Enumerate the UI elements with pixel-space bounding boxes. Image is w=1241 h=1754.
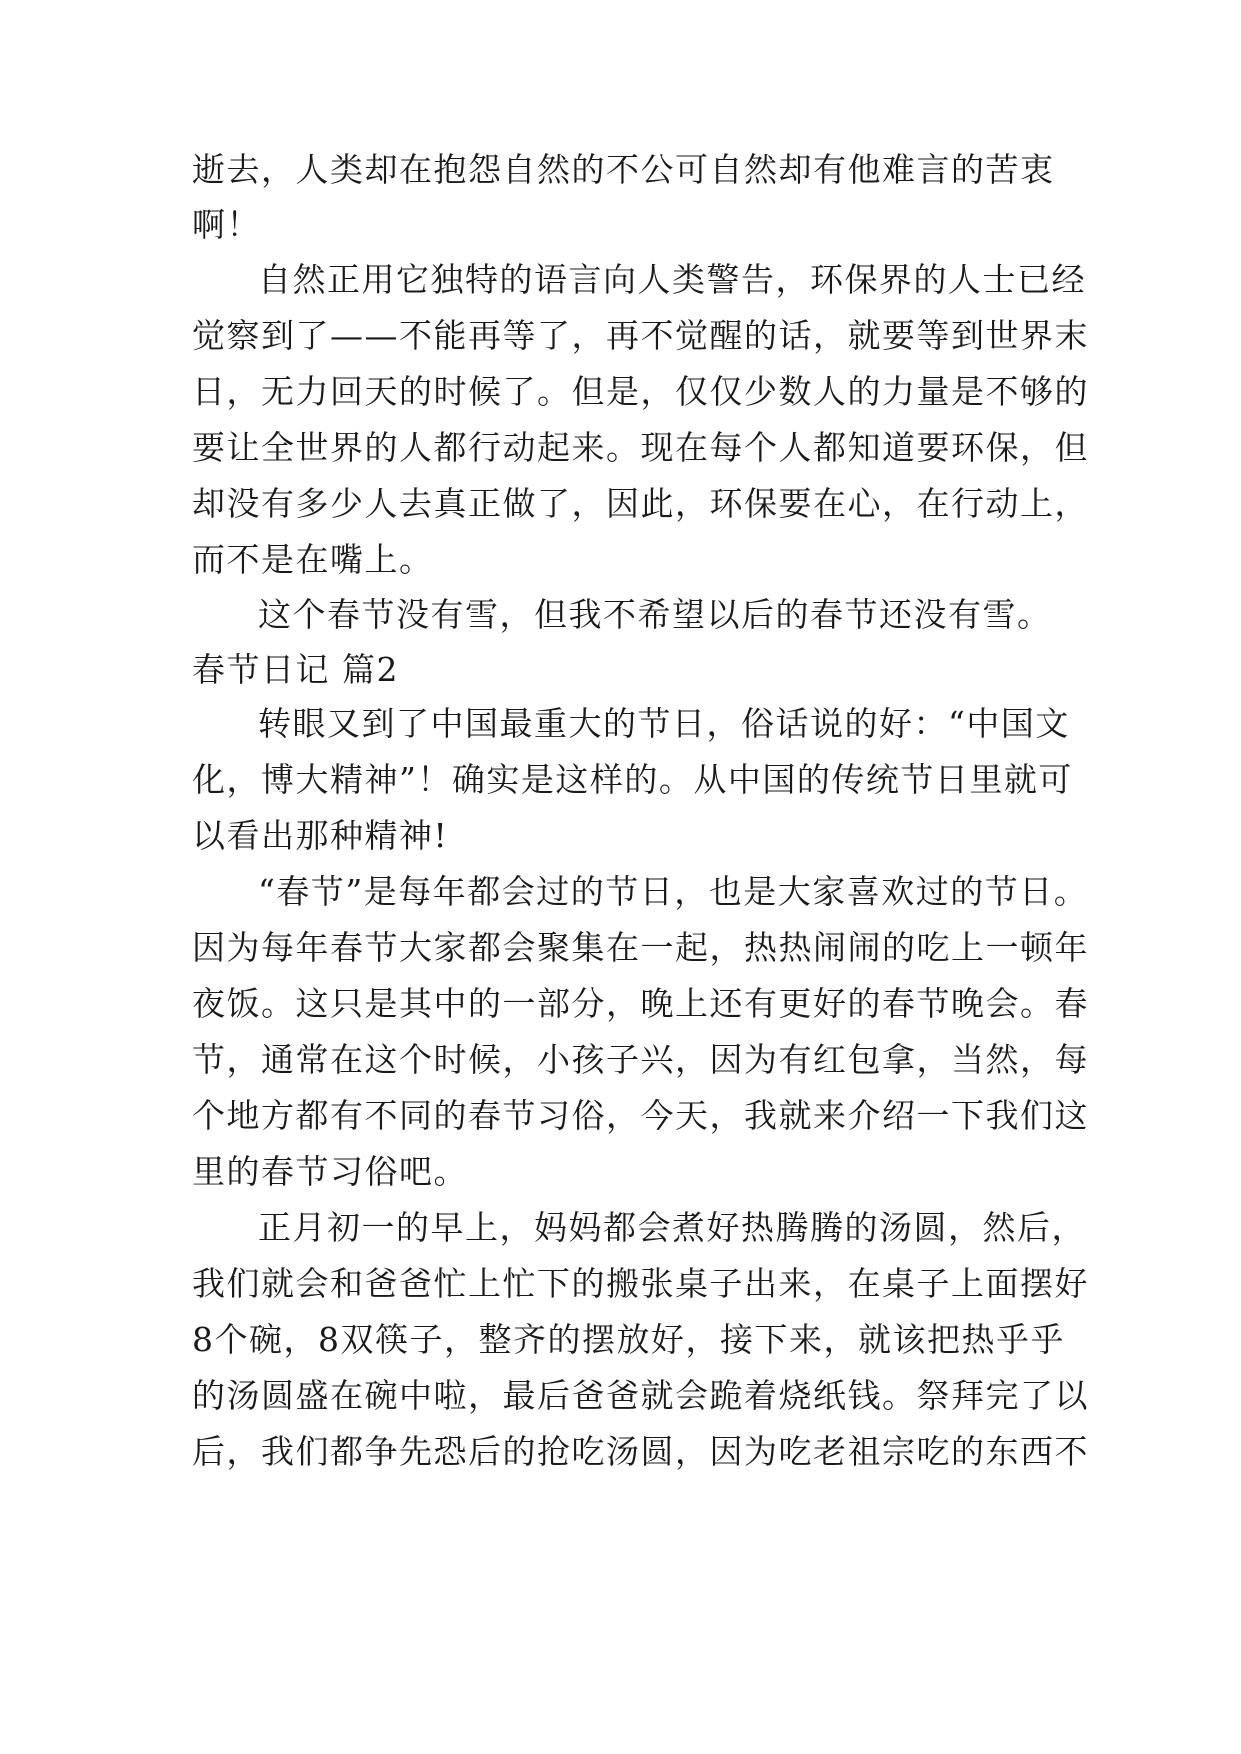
text-line: 啊！ [192,205,261,244]
text-line: 觉察到了——不能再等了，再不觉醒的话，就要等到世界末 [192,316,1089,355]
paragraph-start: 正月初一的早上，妈妈都会煮好热腾腾的汤圆，然后， [258,1208,1086,1247]
text-line: 逝去，人类却在抱怨自然的不公可自然却有他难言的苦衷 [192,150,1055,189]
text-line: 个地方都有不同的春节习俗，今天，我就来介绍一下我们这 [192,1096,1089,1135]
text-line: 日，无力回天的时候了。但是，仅仅少数人的力量是不够的 [192,372,1089,411]
text-line: 的汤圆盛在碗中啦，最后爸爸就会跪着烧纸钱。祭拜完了以 [192,1376,1089,1415]
text-line: 却没有多少人去真正做了，因此，环保要在心，在行动上， [192,484,1089,523]
text-line: 我们就会和爸爸忙上忙下的搬张桌子出来，在桌子上面摆好 [192,1264,1089,1303]
text-line: 化，博大精神”！确实是这样的。从中国的传统节日里就可 [192,760,1073,799]
paragraph-start: “春节”是每年都会过的节日，也是大家喜欢过的节日。 [258,872,1089,911]
paragraph-start: 转眼又到了中国最重大的节日，俗话说的好：“中国文 [258,704,1070,743]
text-line: 里的春节习俗吧。 [192,1152,468,1191]
section-heading: 春节日记 篇2 [192,650,399,689]
paragraph-start: 自然正用它独特的语言向人类警告，环保界的人士已经 [258,260,1086,299]
text-line: 节，通常在这个时候，小孩子兴，因为有红包拿，当然，每 [192,1040,1089,1079]
text-line: 因为每年春节大家都会聚集在一起，热热闹闹的吃上一顿年 [192,928,1089,967]
text-line: 以看出那种精神! [192,816,449,855]
text-line: 8个碗，8双筷子，整齐的摆放好，接下来，就该把热乎乎 [192,1320,1065,1359]
text-line: 要让全世界的人都行动起来。现在每个人都知道要环保，但 [192,428,1089,467]
text-line: 夜饭。这只是其中的一部分，晚上还有更好的春节晚会。春 [192,984,1089,1023]
text-line: 后，我们都争先恐后的抢吃汤圆，因为吃老祖宗吃的东西不 [192,1432,1089,1471]
paragraph-start: 这个春节没有雪，但我不希望以后的春节还没有雪。 [258,595,1052,634]
text-line: 而不是在嘴上。 [192,540,434,579]
